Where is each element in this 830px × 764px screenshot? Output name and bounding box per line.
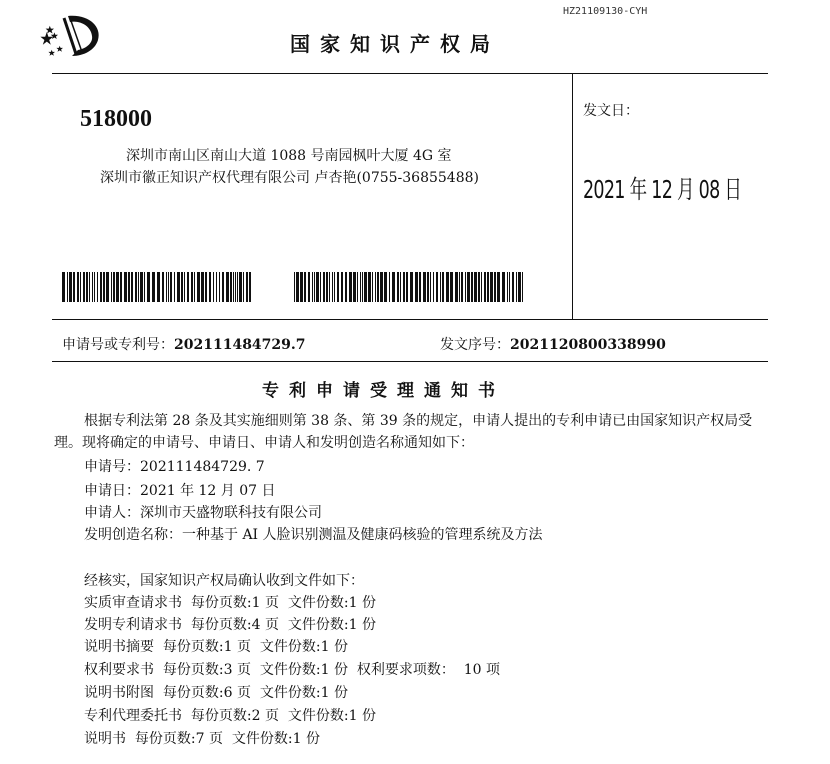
- barcode-bar: [455, 272, 458, 302]
- barcode-bar: [345, 272, 347, 302]
- barcode-bar: [349, 272, 352, 302]
- barcode-bar: [403, 272, 405, 302]
- barcode-bar: [334, 272, 335, 302]
- application-number-label: 申请号或专利号：: [62, 337, 174, 353]
- barcode-bar: [177, 272, 180, 302]
- barcode-bar: [239, 272, 242, 302]
- barcode-bar: [191, 272, 193, 302]
- barcode-bar: [170, 272, 172, 302]
- barcode-bar: [67, 272, 68, 302]
- barcode-bar: [415, 272, 418, 302]
- barcode-bar: [341, 272, 343, 302]
- office-title: 国家知识产权局: [290, 32, 500, 56]
- barcode-bar: [140, 272, 143, 302]
- barcode-bar: [97, 272, 98, 302]
- barcode-bar: [384, 272, 387, 302]
- barcode-bar: [226, 272, 229, 302]
- barcode-bar: [89, 272, 90, 302]
- barcode-bar: [152, 272, 155, 302]
- send-date: 2021 年 12 月 08 日: [583, 175, 742, 204]
- barcode-bar: [162, 272, 164, 302]
- barcode-bar: [174, 272, 175, 302]
- barcode-bar: [465, 272, 467, 302]
- barcode-bar: [294, 272, 295, 302]
- document-item: 说明书 每份页数:7 页 文件份数:1 份: [84, 731, 320, 747]
- barcode-bar: [69, 272, 72, 302]
- document-item: 实质审查请求书 每份页数:1 页 文件份数:1 份: [84, 595, 376, 611]
- barcode-bar: [392, 272, 395, 302]
- barcode-bar: [116, 272, 119, 302]
- barcode-bar: [507, 272, 508, 302]
- barcode-bar: [423, 272, 426, 302]
- barcode-bar: [103, 272, 105, 302]
- postcode: 518000: [80, 106, 152, 132]
- barcode-bar: [406, 272, 408, 302]
- barcode-bar: [205, 272, 207, 302]
- barcode-left: [62, 272, 253, 302]
- barcode-bar: [360, 272, 361, 302]
- barcode-bar: [249, 272, 251, 302]
- barcode-bar: [368, 272, 371, 302]
- barcode-bar: [440, 272, 441, 302]
- document-item: 发明专利请求书 每份页数:4 页 文件份数:1 份: [84, 617, 376, 633]
- barcode-bar: [522, 272, 523, 302]
- top-divider: [52, 73, 768, 74]
- barcode-bar: [237, 272, 238, 302]
- document-item: 专利代理委托书 每份页数:2 页 文件份数:1 份: [84, 708, 376, 724]
- barcode-bar: [181, 272, 183, 302]
- field-application-number: 申请号：202111484729. 7: [84, 459, 265, 475]
- barcode-bar: [83, 272, 85, 302]
- barcode-bar: [120, 272, 122, 302]
- barcode-bar: [100, 272, 102, 302]
- barcode-bar: [353, 272, 356, 302]
- barcode-bar: [490, 272, 493, 302]
- barcode-bar: [316, 272, 319, 302]
- barcode-bar: [312, 272, 313, 302]
- barcode-bar: [219, 272, 220, 302]
- barcode-bar: [243, 272, 244, 302]
- barcode-bar: [308, 272, 310, 302]
- barcode-bar: [201, 272, 204, 302]
- barcode-bar: [372, 272, 373, 302]
- document-item: 权利要求书 每份页数:3 页 文件份数:1 份 权利要求项数： 10 项: [84, 662, 501, 678]
- notice-title: 专利申请受理通知书: [262, 381, 505, 401]
- barcode-bar: [94, 272, 95, 302]
- barcode-bar: [216, 272, 217, 302]
- field-application-date: 申请日：2021 年 12 月 07 日: [84, 483, 276, 499]
- barcode-bar: [484, 272, 486, 302]
- barcode-bar: [235, 272, 236, 302]
- barcode-bar: [62, 272, 65, 302]
- application-number-value: 202111484729.7: [174, 337, 306, 353]
- address-line-2: 深圳市徽正知识产权代理有限公司 卢杏艳(0755-36855488): [100, 170, 479, 186]
- barcode-bar: [467, 272, 470, 302]
- barcode-bar: [433, 272, 434, 302]
- barcode-bar: [92, 272, 93, 302]
- barcode-bar: [450, 272, 453, 302]
- barcode-bar: [113, 272, 115, 302]
- application-number-row: [62, 334, 306, 354]
- barcode-bar: [138, 272, 139, 302]
- barcode-bar: [246, 272, 248, 302]
- barcode-bar: [128, 272, 130, 302]
- send-number-row: [440, 334, 666, 354]
- barcode-bar: [147, 272, 150, 302]
- barcode-bar: [233, 272, 234, 302]
- barcode-bar: [106, 272, 109, 302]
- barcode-bar: [436, 272, 438, 302]
- field-invention-name: 发明创造名称：一种基于 AI 人脸识别测温及健康码核验的管理系统及方法: [84, 527, 543, 543]
- barcode-bar: [389, 272, 390, 302]
- address-line-1: 深圳市南山区南山大道 1088 号南园枫叶大厦 4G 室: [126, 148, 452, 164]
- barcode-bar: [509, 272, 510, 302]
- barcode-bar: [197, 272, 200, 302]
- barcode-bar: [442, 272, 444, 302]
- barcode-bar: [194, 272, 195, 302]
- barcode-bar: [357, 272, 358, 302]
- barcode-bar: [222, 272, 224, 302]
- send-number-value: 2021120800338990: [510, 337, 666, 353]
- barcode-bar: [166, 272, 167, 302]
- barcode-bar: [124, 272, 127, 302]
- barcode-bar: [459, 272, 460, 302]
- barcode-bar: [157, 272, 160, 302]
- barcode-bar: [323, 272, 325, 302]
- barcode-bar: [410, 272, 413, 302]
- field-applicant: 申请人：深圳市天盛物联科技有限公司: [84, 505, 322, 521]
- barcode-bar: [474, 272, 477, 302]
- barcode-bar: [209, 272, 211, 302]
- barcode-bar: [502, 272, 505, 302]
- barcode-bar: [337, 272, 339, 302]
- barcode-bar: [131, 272, 133, 302]
- barcode-bar: [80, 272, 81, 302]
- barcode-bar: [111, 272, 112, 302]
- document-item: 说明书附图 每份页数:6 页 文件份数:1 份: [84, 685, 348, 701]
- barcode-bar: [187, 272, 189, 302]
- middle-divider: [52, 319, 768, 320]
- barcode-right: [294, 272, 525, 302]
- bottom-divider: [52, 361, 768, 362]
- barcode-bar: [494, 272, 496, 302]
- barcode-bar: [377, 272, 379, 302]
- barcode-bar: [314, 272, 315, 302]
- barcode-bar: [213, 272, 214, 302]
- barcode-bar: [332, 272, 333, 302]
- barcode-bar: [230, 272, 232, 302]
- barcode-bar: [512, 272, 514, 302]
- barcode-bar: [362, 272, 363, 302]
- barcode-bar: [144, 272, 145, 302]
- barcode-bar: [427, 272, 429, 302]
- document-item: 说明书摘要 每份页数:1 页 文件份数:1 份: [84, 639, 348, 655]
- barcode-bar: [397, 272, 399, 302]
- barcode-bar: [516, 272, 517, 302]
- vertical-divider: [572, 73, 573, 319]
- cnipa-logo-icon: [38, 12, 104, 60]
- barcode-bar: [304, 272, 306, 302]
- barcode-bar: [471, 272, 473, 302]
- barcode-bar: [518, 272, 521, 302]
- barcode-bar: [320, 272, 321, 302]
- barcode-bar: [487, 272, 489, 302]
- send-number-label: 发文序号：: [440, 337, 510, 353]
- barcode-bar: [296, 272, 299, 302]
- send-date-label: 发文日：: [583, 103, 639, 119]
- notice-paragraph: 根据专利法第 28 条及其实施细则第 38 条、第 39 条的规定，申请人提出的专利申请已由国家知识产权局受理。现将确定的申请号、申请日、申请人和发明创造名称通知如下：: [54, 413, 753, 451]
- barcode-bar: [364, 272, 367, 302]
- barcode-bar: [329, 272, 330, 302]
- barcode-bar: [497, 272, 500, 302]
- barcode-bar: [481, 272, 482, 302]
- barcode-bar: [300, 272, 303, 302]
- document-code: HZ21109130-CYH: [563, 6, 648, 17]
- barcode-bar: [430, 272, 431, 302]
- barcode-bar: [77, 272, 79, 302]
- barcode-bar: [73, 272, 75, 302]
- barcode-bar: [400, 272, 401, 302]
- barcode-bar: [168, 272, 169, 302]
- barcode-bar: [478, 272, 480, 302]
- barcode-bar: [86, 272, 88, 302]
- barcode-bar: [184, 272, 185, 302]
- barcode-bar: [446, 272, 449, 302]
- barcode-bar: [419, 272, 421, 302]
- barcode-bar: [461, 272, 463, 302]
- barcode-bar: [375, 272, 376, 302]
- barcode-bar: [380, 272, 383, 302]
- received-intro: 经核实，国家知识产权局确认收到文件如下：: [84, 573, 364, 589]
- barcode-bar: [135, 272, 137, 302]
- barcode-bar: [326, 272, 328, 302]
